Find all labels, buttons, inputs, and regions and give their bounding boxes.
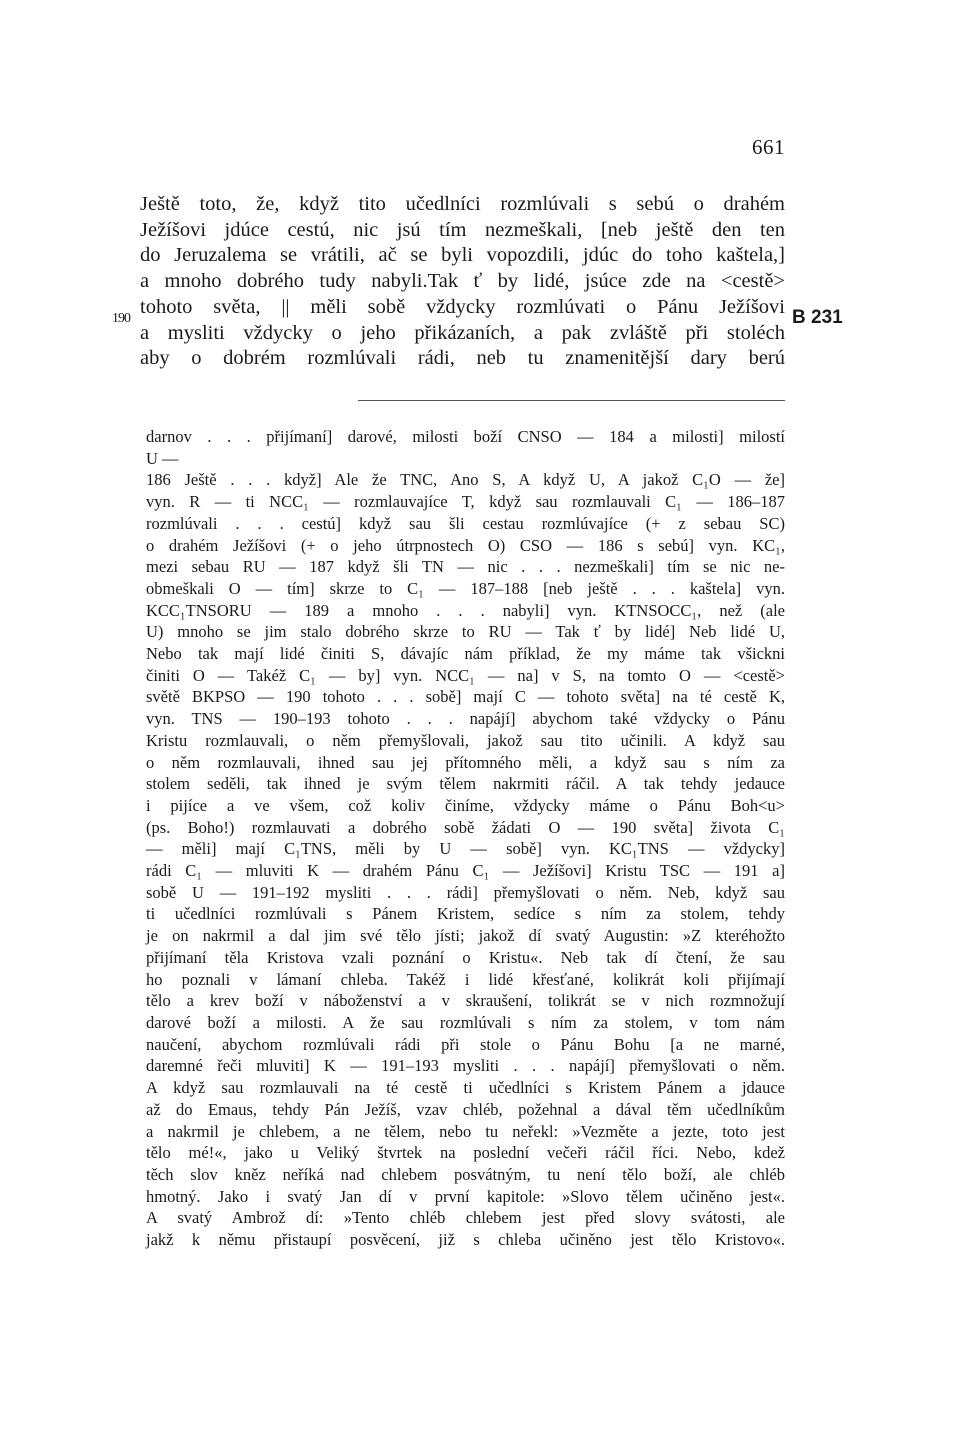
apparatus-line: až do Emaus, tehdy Pán Ježíš, vzav chléb, požehnal a dával těm učedlníkům <box>146 1099 785 1119</box>
apparatus-line: sobě U — 191–192 mysliti . . . rádi] přemyšlovati o něm. Neb, když sau <box>146 882 785 902</box>
apparatus-line: darnov . . . přijímaní] darové, milosti boží CNSO — 184 a milosti] milostí <box>146 427 785 446</box>
apparatus-line: Kristu rozmlauvali, o něm přemyšlovali, jakož sau tito učinili. A když sau <box>146 730 785 750</box>
apparatus-line: jakž k němu přistaupí posvěcení, již s chleba učiněno jest tělo Kristovo«. <box>146 1230 785 1250</box>
apparatus-line: a nakrmil je chlebem, a ne tělem, nebo tu neřekl: »Vezměte a jezte, toto jest <box>146 1121 785 1141</box>
margin-reference: B 231 <box>792 307 843 328</box>
apparatus-line: vyn. TNS — 190–193 tohoto . . . napájí] abychom také vždycky o Pánu <box>146 709 785 729</box>
line-number: 190 <box>112 311 130 326</box>
apparatus-line: přijímaní těla Kristova vzali poznání o Kristu«. Neb tak dí čtení, že sau <box>146 947 785 967</box>
apparatus-line: světě BKPSO — 190 tohoto . . . sobě] mají C — tohoto světa] na té cestě K, <box>146 687 785 707</box>
main-text-line: tohoto světa, || měli sobě vždycky rozmlúvati o Pánu Ježíšovi <box>140 295 785 318</box>
apparatus-line: 186 Ještě . . . když] Ale že TNC, Ano S, A když U, A jakož C₁O — že] <box>146 470 785 490</box>
main-text-line: do Jeruzalema se vrátili, ač se byli vopozdili, jdúc do toho kaštela,] <box>140 244 785 267</box>
apparatus-line: mezi sebau RU — 187 když šli TN — nic . . . nezmeškali] tím se nic ne- <box>146 557 785 577</box>
main-text-line: a mysliti vždycky o jeho přikázaních, a pak zvláště při stoléch <box>140 321 785 344</box>
apparatus-line: o drahém Ježíšovi (+ o jeho útrpnostech O) CSO — 186 s sebú] vyn. KC₁, <box>146 535 785 555</box>
apparatus-line: o něm rozmlauvali, ihned sau jej přítomného měli, a když sau s ním za <box>146 752 785 772</box>
apparatus-line: obmeškali O — tím] skrze to C₁ — 187–188 [neb ještě . . . kaštela] vyn. <box>146 578 785 598</box>
page-number: 661 <box>752 135 785 159</box>
apparatus-line: rozmlúvali . . . cestú] když sau šli cestau rozmlúvajíce (+ z sebau SC) <box>146 513 785 533</box>
apparatus-line: vyn. R — ti NCC₁ — rozmlauvajíce T, když sau rozmlauvali C₁ — 186–187 <box>146 492 785 512</box>
apparatus-line: A svatý Ambrož dí: »Tento chléb chlebem jest před slovy svátosti, ale <box>146 1208 785 1228</box>
apparatus-line: i pijíce a ve všem, což koliv činíme, vždycky máme o Pánu Boh<u> <box>146 795 785 815</box>
apparatus-line: daremné řeči mluviti] K — 191–193 mysliti . . . napájí] přemyšlovati o něm. <box>146 1056 785 1076</box>
apparatus-line: A když sau rozmlauvali na té cestě ti učedlníci s Kristem Pánem a jdauce <box>146 1078 785 1098</box>
main-text <box>140 192 785 372</box>
critical-apparatus <box>146 426 785 1251</box>
apparatus-line: ho poznali v lámaní chleba. Takéž i lidé křesťané, kolikrát koli přijímají <box>146 969 785 989</box>
apparatus-line: těch slov kněz neříká nad chlebem posvátným, tu není tělo boží, ale chléb <box>146 1164 785 1184</box>
apparatus-line: KCC₁TNSORU — 189 a mnoho . . . nabyli] vyn. KTNSOCC₁, než (ale <box>146 600 785 620</box>
apparatus-line: U — <box>146 448 179 468</box>
apparatus-line: ti učedlníci rozmlúvali s Pánem Kristem, sedíce s ním za stolem, tehdy <box>146 904 785 924</box>
apparatus-line: tělo mé!«, jako u Veliký štvrtek na poslední večeři ráčil říci. Nebo, kdež <box>146 1143 785 1163</box>
footnote-divider <box>358 400 785 401</box>
apparatus-line: — měli] mají C₁TNS, měli by U — sobě] vyn. KC₁TNS — vždycky] <box>146 839 785 859</box>
main-text-line: Ještě toto, že, když tito učedlníci rozmlúvali s sebú o drahém <box>140 193 785 215</box>
apparatus-line: (ps. Boho!) rozmlauvati a dobrého sobě žádati O — 190 světa] života C₁ <box>146 817 785 837</box>
apparatus-line: rádi C₁ — mluviti K — drahém Pánu C₁ — Ježíšovi] Kristu TSC — 191 a] <box>146 861 785 881</box>
apparatus-line: je on nakrmil a dal jim své tělo jísti; jakož dí svatý Augustin: »Z kteréhožto <box>146 926 785 946</box>
apparatus-line: tělo a krev boží v náboženství a v skraušení, tolikrát se v nich rozmnožují <box>146 991 785 1011</box>
apparatus-line: hmotný. Jako i svatý Jan dí v první kapitole: »Slovo tělem učiněno jest«. <box>146 1186 785 1206</box>
apparatus-line: U) mnoho se jim stalo dobrého skrze to RU — Tak ť by lidé] Neb lidé U, <box>146 622 785 642</box>
main-text-line: aby o dobrém rozmlúvali rádi, neb tu znamenitější dary berú <box>140 347 785 370</box>
main-text-line: Ježíšovi jdúce cestú, nic jsú tím nezmeškali, [neb ještě den ten <box>140 218 785 241</box>
apparatus-line: Nebo tak mají lidé činiti S, dávajíc nám příklad, že my máme tak všickni <box>146 644 785 664</box>
apparatus-line: stolem seděli, tak ihned je svým tělem nakrmiti ráčil. A tak tehdy jedauce <box>146 774 785 794</box>
apparatus-line: naučení, abychom rozmlúvali rádi při stole o Pánu Bohu [a ne marné, <box>146 1034 785 1054</box>
main-text-line: a mnoho dobrého tudy nabyli.Tak ť by lidé, jsúce zde na <cestě> <box>140 270 785 293</box>
apparatus-line: darové boží a milosti. A že sau rozmlúvali s ním za stolem, v tom nám <box>146 1012 785 1032</box>
apparatus-line: činiti O — Takéž C₁ — by] vyn. NCC₁ — na] v S, na tomto O — <cestě> <box>146 665 785 685</box>
